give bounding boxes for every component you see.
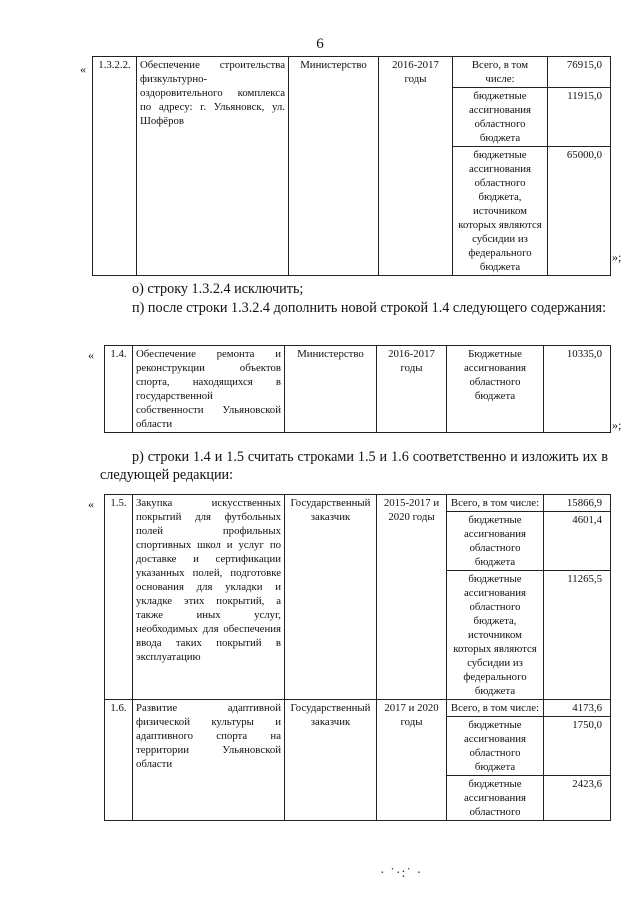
table-row [105,495,611,512]
source-label: бюджетные ассигнования областного [447,776,544,821]
source-value: 10335,0 [544,346,611,433]
row-executor: Государственный заказчик [285,495,377,700]
row-executor: Министерство [285,346,377,433]
table-3 [104,494,611,821]
row-number: 1.6. [105,700,133,821]
table-row [105,700,611,717]
source-value: 4173,6 [544,700,611,717]
row-period: 2016-2017 годы [377,346,447,433]
row-period: 2016-2017 годы [379,57,453,276]
close-quote: »; [612,250,622,264]
page-number: 6 [316,36,324,52]
source-value: 2423,6 [544,776,611,821]
source-value: 1750,0 [544,717,611,776]
table-2 [104,345,611,433]
table-1 [92,56,611,276]
table-row [93,57,611,88]
source-value: 4601,4 [544,512,611,571]
paragraph-o: о) строку 1.3.2.4 исключить; [132,281,304,297]
source-value: 11915,0 [548,88,611,147]
row-description: Развитие адаптивной физической культуры и адаптивного спорта на территории Ульяновской области [133,700,285,821]
source-value: 15866,9 [544,495,611,512]
source-value: 11265,5 [544,571,611,700]
row-period: 2017 и 2020 годы [377,700,447,821]
open-quote: « [88,497,94,511]
source-value: 76915,0 [548,57,611,88]
source-label: Всего, в том числе: [447,495,544,512]
row-executor: Государственный заказчик [285,700,377,821]
paragraph-p: п) после строки 1.3.2.4 дополнить новой строкой 1.4 следующего содержания: [132,300,607,316]
row-description: Обеспечение ремонта и реконструкции объектов спорта, находящихся в государственной собственности Ульяновской области [133,346,285,433]
row-number: 1.5. [105,495,133,700]
row-description: Закупка искусственных покрытий для футбольных полей профильных спортивных школ и услуг по доставке и сертификации указанных полей, подготовке основания для укладки и укладке этих покрытий, а также иных услуг, необходимых для обеспечения ввода таких покрытий в эксплуатацию [133,495,285,700]
source-label: бюджетные ассигнования областного бюджета [447,717,544,776]
source-label: бюджетные ассигнования областного бюджета, источником которых являются субсидии из федерального бюджета [453,147,548,276]
paragraph-r: р) строки 1.4 и 1.5 считать строками 1.5 и 1.6 соответственно и изложить их в следующей редакции: [100,449,608,483]
row-description: Обеспечение строительства физкультурно-оздоровительного комплекса по адресу: г. Ульяновск, ул. Шофёров [137,57,289,276]
row-number: 1.3.2.2. [93,57,137,276]
row-number: 1.4. [105,346,133,433]
close-quote: »; [612,418,622,432]
scan-mark-icon: · ˙·:˙ · [380,866,423,881]
row-executor: Министерство [289,57,379,276]
source-label: Всего, в том числе: [453,57,548,88]
source-label: Бюджетные ассигнования областного бюджета [447,346,544,433]
open-quote: « [88,348,94,362]
source-label: бюджетные ассигнования областного бюджета, источником которых являются субсидии из федерального бюджета [447,571,544,700]
row-period: 2015-2017 и 2020 годы [377,495,447,700]
table-row [105,346,611,433]
source-value: 65000,0 [548,147,611,276]
source-label: бюджетные ассигнования областного бюджета [453,88,548,147]
open-quote: « [80,62,86,76]
source-label: Всего, в том числе: [447,700,544,717]
source-label: бюджетные ассигнования областного бюджета [447,512,544,571]
